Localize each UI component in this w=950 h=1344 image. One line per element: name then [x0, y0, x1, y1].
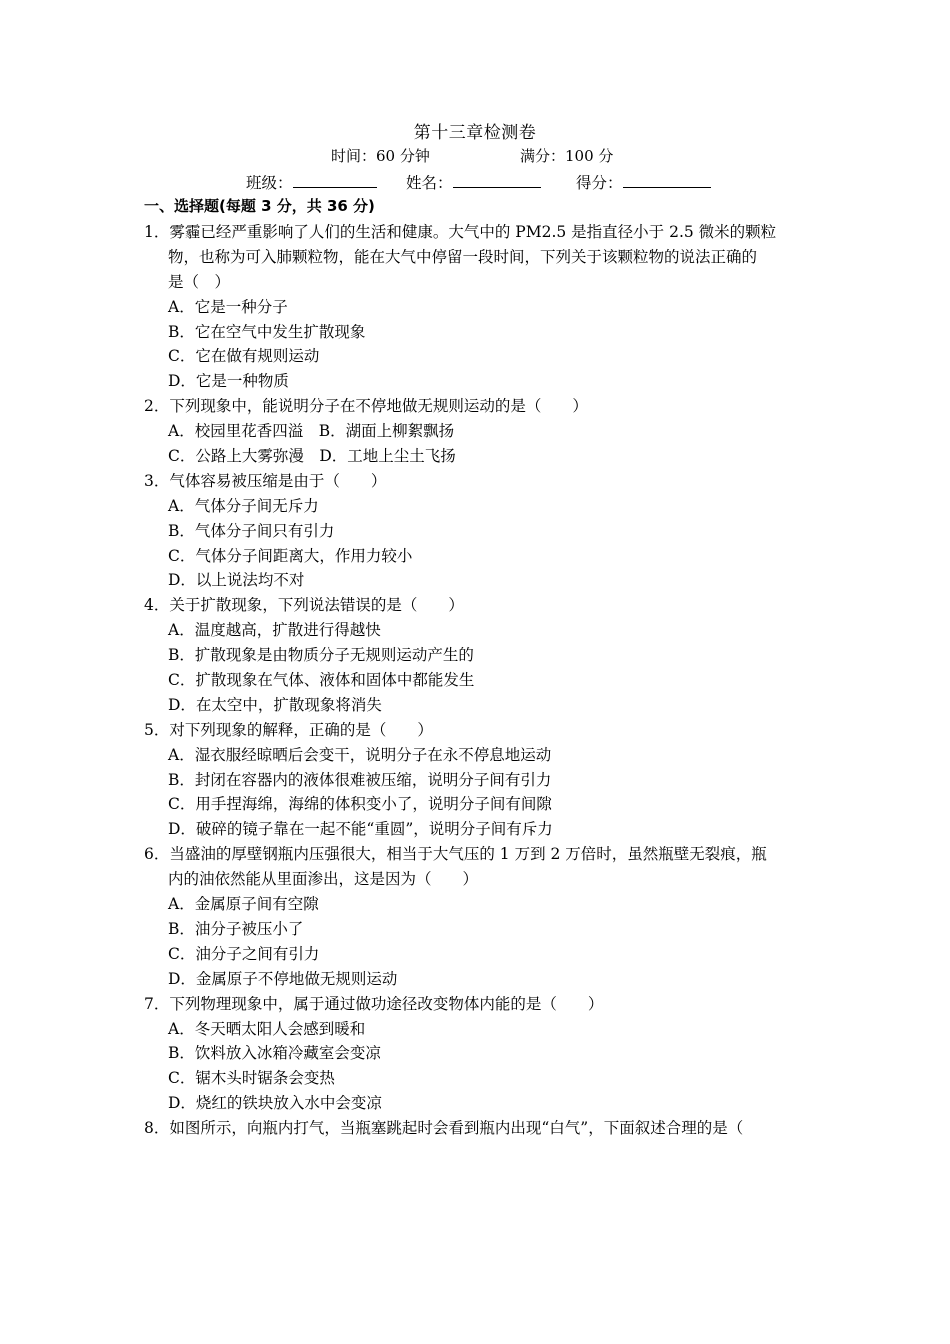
- question-stem: 7．下列物理现象中，属于通过做功途径改变物体内能的是（ ）: [144, 994, 604, 1013]
- question-stem: 5．对下列现象的解释，正确的是（ ）: [144, 720, 433, 739]
- answer-option: D．金属原子不停地做无规则运动: [168, 969, 398, 988]
- answer-option: B．扩散现象是由物质分子无规则运动产生的: [168, 646, 474, 665]
- score-field: [576, 171, 711, 191]
- question-stem-continued: 是（ ）: [168, 272, 231, 291]
- answer-option: B．封闭在容器内的液体很难被压缩，说明分子间有引力: [168, 770, 552, 789]
- class-label: 班级：: [246, 174, 293, 192]
- name-field: [406, 171, 541, 191]
- question-3: [144, 469, 814, 593]
- question-stem-continued: 物，也称为可入肺颗粒物，能在大气中停留一段时间，下列关于该颗粒物的说法正确的: [168, 247, 758, 266]
- answer-option: C．气体分子间距离大，作用力较小: [168, 546, 413, 565]
- question-stem: 1．雾霾已经严重影响了人们的生活和健康。大气中的 PM2.5 是指直径小于 2.5 微米的颗粒: [144, 223, 777, 241]
- answer-option: A．冬天晒太阳人会感到暖和: [168, 1019, 366, 1038]
- answer-option: B．油分子被压小了: [168, 919, 304, 938]
- answer-option: A．它是一种分子: [168, 297, 288, 316]
- question-stem: 8．如图所示，向瓶内打气，当瓶塞跳起时会看到瓶内出现“白气”，下面叙述合理的是（: [144, 1119, 744, 1138]
- answer-option: D．以上说法均不对: [168, 571, 305, 590]
- answer-option: D．烧红的铁块放入水中会变凉: [168, 1094, 382, 1113]
- score-label: 得分：: [576, 174, 623, 192]
- question-stem: 3．气体容易被压缩是由于（ ）: [144, 471, 387, 490]
- answer-option: D．破碎的镜子靠在一起不能“重圆”，说明分子间有斥力: [168, 820, 553, 839]
- answer-option: B．它在空气中发生扩散现象: [168, 322, 366, 341]
- name-label: 姓名：: [406, 174, 453, 192]
- question-5: [144, 718, 814, 842]
- score-blank: [623, 172, 711, 188]
- class-blank: [293, 172, 377, 188]
- answer-option: A．温度越高，扩散进行得越快: [168, 621, 381, 640]
- question-2: [144, 394, 814, 469]
- full-score: 满分：100 分: [520, 147, 614, 165]
- page-title: 第十三章检测卷: [413, 123, 537, 143]
- answer-option: A．气体分子间无斥力: [168, 496, 319, 515]
- answer-option: D．它是一种物质: [168, 372, 289, 391]
- answer-option: C．扩散现象在气体、液体和固体中都能发生: [168, 671, 475, 690]
- question-stem: 6．当盛油的厚壁钢瓶内压强很大，相当于大气压的 1 万到 2 万倍时，虽然瓶壁无裂痕，瓶: [144, 845, 767, 864]
- answer-option: C．公路上大雾弥漫 D．工地上尘土飞扬: [168, 447, 456, 466]
- answer-option: A．校园里花香四溢 B．湖面上柳絮飘扬: [168, 422, 455, 441]
- question-4: [144, 593, 814, 717]
- answer-option: C．油分子之间有引力: [168, 944, 320, 963]
- question-8: [144, 1116, 814, 1141]
- answer-option: B．饮料放入冰箱冷藏室会变凉: [168, 1044, 381, 1063]
- answer-option: C．锯木头时锯条会变热: [168, 1069, 335, 1088]
- question-list: [144, 220, 814, 1141]
- question-7: [144, 992, 814, 1116]
- answer-option: C．它在做有规则运动: [168, 347, 320, 366]
- question-stem-continued: 内的油依然能从里面渗出，这是因为（ ）: [168, 870, 479, 889]
- question-stem: 4．关于扩散现象，下列说法错误的是（ ）: [144, 596, 464, 615]
- answer-option: A．金属原子间有空隙: [168, 895, 319, 914]
- question-6: [144, 842, 814, 991]
- answer-option: D．在太空中，扩散现象将消失: [168, 695, 382, 714]
- question-1: [144, 220, 814, 394]
- time-limit: 时间：60 分钟: [331, 147, 430, 165]
- name-blank: [453, 172, 541, 188]
- class-field: [246, 171, 377, 191]
- answer-option: C．用手捏海绵，海绵的体积变小了，说明分子间有间隙: [168, 795, 552, 814]
- answer-option: B．气体分子间只有引力: [168, 521, 335, 540]
- question-stem: 2．下列现象中，能说明分子在不停地做无规则运动的是（ ）: [144, 397, 588, 416]
- section-heading: 一、选择题(每题 3 分，共 36 分): [144, 197, 375, 215]
- answer-option: A．湿衣服经晾晒后会变干，说明分子在永不停息地运动: [168, 745, 552, 764]
